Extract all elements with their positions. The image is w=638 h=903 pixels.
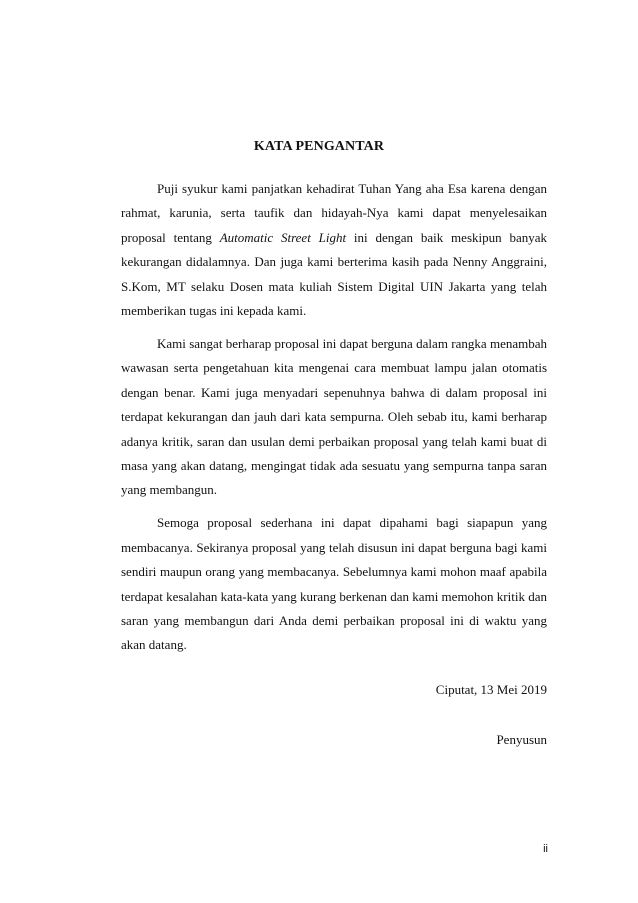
author-signature: Penyusun <box>496 732 547 747</box>
paragraph-3: Semoga proposal sederhana ini dapat dipahami bagi siapapun yang membacanya. Sekiranya proposal yang telah disusun ini dapat berguna bagi kami sendiri maupun orang yang membacanya. Sebelumnya kami mohon maaf apabila terdapat kesalahan kata-kata yang kurang berkenan dan kami memohon kritik dan saran yang membangun dari Anda demi perbaikan proposal ini di waktu yang akan datang. <box>121 515 547 653</box>
page-title: KATA PENGANTAR <box>253 139 385 154</box>
place-date: Ciputat, 13 Mei 2019 <box>435 682 547 697</box>
paragraph-1 <box>121 177 547 323</box>
paragraph-1-text-start: Puji syukur kami panjatkan kehadirat Tuhan Yang aha Esa karena dengan rahmat, karunia, serta taufik dan hidayah-Nya kami dapat menyelesaikan proposal tentang <box>121 181 547 245</box>
body-text <box>121 177 547 666</box>
paragraph-1-text-end: ini dengan baik meskipun banyak kekurangan didalamnya. Dan juga kami berterima kasih pada Nenny Anggraini, S.Kom, MT selaku Dosen mata kuliah Sistem Digital UIN Jakarta yang telah memberikan tugas ini kepada kami. <box>121 229 547 319</box>
page-number: ii <box>543 843 548 855</box>
paragraph-2: Kami sangat berharap proposal ini dapat berguna dalam rangka menambah wawasan serta pengetahuan kita mengenai cara membuat lampu jalan otomatis dengan benar. Kami juga menyadari sepenuhnya bahwa di dalam proposal ini terdapat kekurangan dan jauh dari kata sempurna. Oleh sebab itu, kami berharap adanya kritik, saran dan usulan demi perbaikan proposal yang telah kami buat di masa yang akan datang, mengingat tidak ada sesuatu yang sempurna tanpa saran yang membangun. <box>121 335 547 498</box>
paragraph-1-emphasis: Automatic Street Light <box>219 229 347 245</box>
